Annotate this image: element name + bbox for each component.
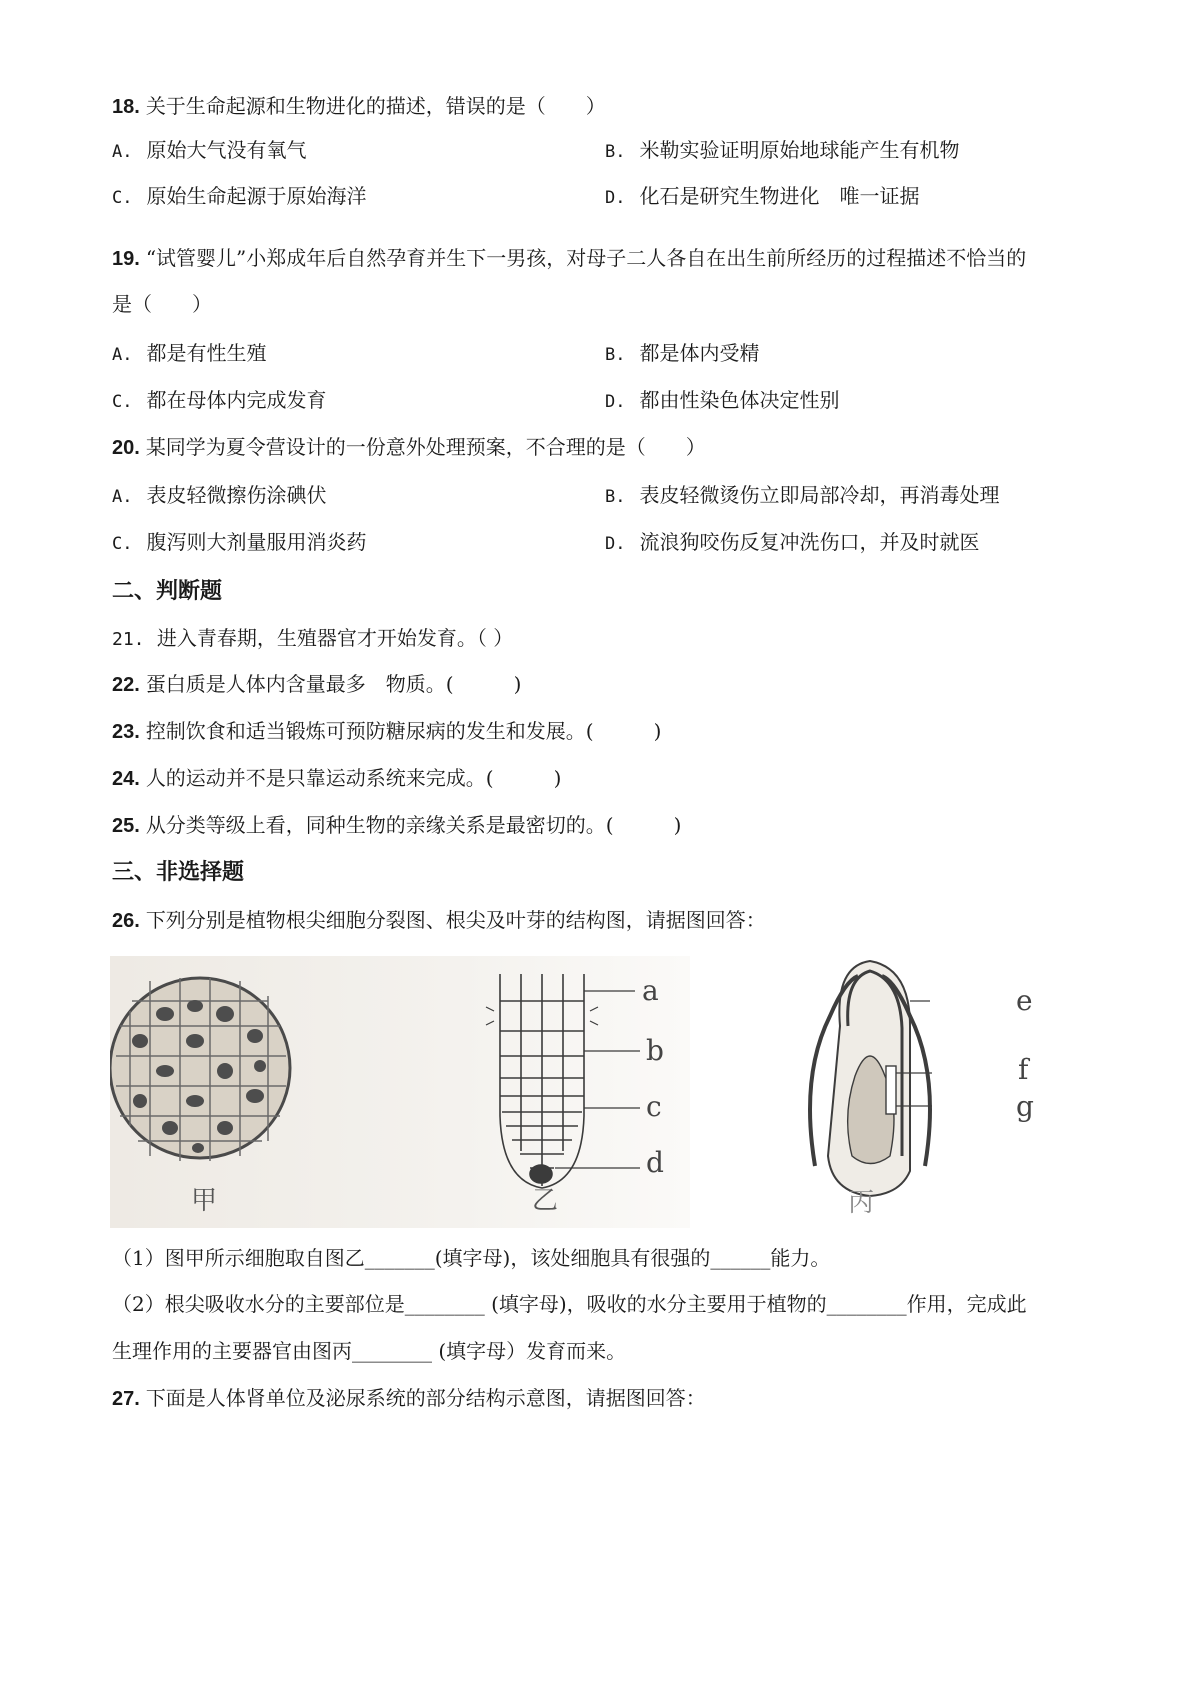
option-letter: A.: [112, 142, 133, 162]
option-text: 米勒实验证明原始地球能产生有机物: [639, 138, 960, 162]
judge-item-23: [112, 717, 661, 746]
option-text: 都在母体内完成发育: [146, 388, 327, 412]
cell-division-micrograph: [110, 978, 290, 1161]
option-text: 都由性染色体决定性别: [639, 388, 840, 412]
question-26-sub1: （1）图甲所示细胞取自图乙_______(填字母)，该处细胞具有很强的______能力。: [112, 1246, 831, 1270]
question-number: 24.: [112, 768, 140, 790]
option-text: 表皮轻微擦伤涂碘伏: [146, 483, 327, 507]
option-d: [605, 386, 839, 416]
option-c: [112, 182, 366, 212]
figure-label-bing: 丙: [848, 1188, 875, 1218]
question-19-stem: [112, 244, 1026, 273]
label-e: e: [1016, 984, 1033, 1017]
question-number: 20.: [112, 437, 140, 459]
label-f: f: [1018, 1053, 1029, 1086]
question-text: 从分类等级上看，同种生物的亲缘关系是最密切的。( ): [145, 813, 682, 837]
option-letter: C.: [112, 534, 133, 554]
option-text: 原始大气没有氧气: [146, 138, 307, 162]
option-a: [112, 136, 306, 166]
option-text: 都是体内受精: [639, 341, 760, 365]
question-number: 23.: [112, 721, 140, 743]
option-b: [605, 136, 959, 166]
question-number: 26.: [112, 910, 140, 932]
judge-item-21: [112, 624, 513, 654]
option-d: [605, 182, 919, 212]
label-d: d: [646, 1146, 664, 1179]
question-27-stem: [112, 1384, 706, 1413]
question-26-stem: [112, 906, 766, 935]
option-letter: A.: [112, 487, 133, 507]
option-text: 表皮轻微烫伤立即局部冷却，再消毒处理: [639, 483, 1000, 507]
question-text: 控制饮食和适当锻炼可预防糖尿病的发生和发展。( ): [145, 719, 662, 743]
option-a: [112, 339, 266, 369]
question-text: “试管婴儿”小郑成年后自然孕育并生下一男孩，对母子二人各自在出生前所经历的过程描述不恰当的: [145, 246, 1027, 270]
option-a: [112, 481, 326, 511]
option-letter: B.: [605, 142, 626, 162]
question-number: 19.: [112, 248, 140, 270]
option-text: 化石是研究生物进化 唯一证据: [639, 184, 920, 208]
question-text: 蛋白质是人体内含量最多 物质。( ): [145, 672, 522, 696]
option-letter: D.: [605, 534, 626, 554]
option-letter: C.: [112, 188, 133, 208]
judge-item-24: [112, 764, 561, 793]
label-a: a: [642, 974, 659, 1007]
question-text: 是（ ）: [112, 292, 212, 316]
question-text: 某同学为夏令营设计的一份意外处理预案，不合理的是（ ）: [145, 435, 706, 459]
option-c: [112, 386, 326, 416]
question-26-sub2-cont: 生理作用的主要器官由图丙________ (填字母）发育而来。: [112, 1339, 627, 1363]
question-number: 25.: [112, 815, 140, 837]
option-b: [605, 481, 999, 511]
option-text: 腹泻则大剂量服用消炎药: [146, 530, 367, 554]
leaf-bud-diagram: [810, 961, 932, 1196]
option-text: 流浪狗咬伤反复冲洗伤口，并及时就医: [639, 530, 980, 554]
section-heading-nonchoice: 三、非选择题: [112, 860, 245, 885]
question-19-stem-cont: [112, 290, 212, 318]
question-number: 22.: [112, 674, 140, 696]
question-26-sub2: （2）根尖吸收水分的主要部位是________ (填字母)，吸收的水分主要用于植物的________作用，完成此: [112, 1292, 1027, 1316]
option-d: [605, 528, 979, 558]
label-b: b: [646, 1034, 664, 1067]
question-number: 18.: [112, 96, 140, 118]
judge-item-22: [112, 670, 521, 699]
section-heading-judge: 二、判断题: [112, 579, 223, 604]
question-text: 人的运动并不是只靠运动系统来完成。( ): [145, 766, 562, 790]
option-c: [112, 528, 366, 558]
option-b: [605, 339, 759, 369]
question-18-stem: [112, 92, 606, 121]
option-letter: C.: [112, 392, 133, 412]
option-letter: D.: [605, 392, 626, 412]
question-text: 进入青春期，生殖器官才开始发育。（ ）: [156, 626, 514, 650]
option-letter: B.: [605, 487, 626, 507]
question-20-stem: [112, 433, 706, 462]
figure-label-jia: 甲: [191, 1186, 218, 1216]
root-tip-figure: [110, 956, 1120, 1228]
option-letter: B.: [605, 345, 626, 365]
figure-drawings: [110, 956, 1120, 1228]
label-g: g: [1016, 1090, 1034, 1123]
judge-item-25: [112, 811, 681, 840]
figure-label-yi: 乙: [532, 1186, 559, 1216]
option-text: 原始生命起源于原始海洋: [146, 184, 367, 208]
question-text: 关于生命起源和生物进化的描述，错误的是（ ）: [145, 94, 606, 118]
label-c: c: [646, 1090, 662, 1123]
question-text: 下列分别是植物根尖细胞分裂图、根尖及叶芽的结构图，请据图回答：: [145, 908, 766, 932]
question-number: 27.: [112, 1388, 140, 1410]
root-tip-diagram: [486, 974, 640, 1188]
option-letter: D.: [605, 188, 626, 208]
option-text: 都是有性生殖: [146, 341, 267, 365]
question-text: 下面是人体肾单位及泌尿系统的部分结构示意图，请据图回答：: [145, 1386, 706, 1410]
question-number: 21.: [112, 629, 145, 650]
option-letter: A.: [112, 345, 133, 365]
